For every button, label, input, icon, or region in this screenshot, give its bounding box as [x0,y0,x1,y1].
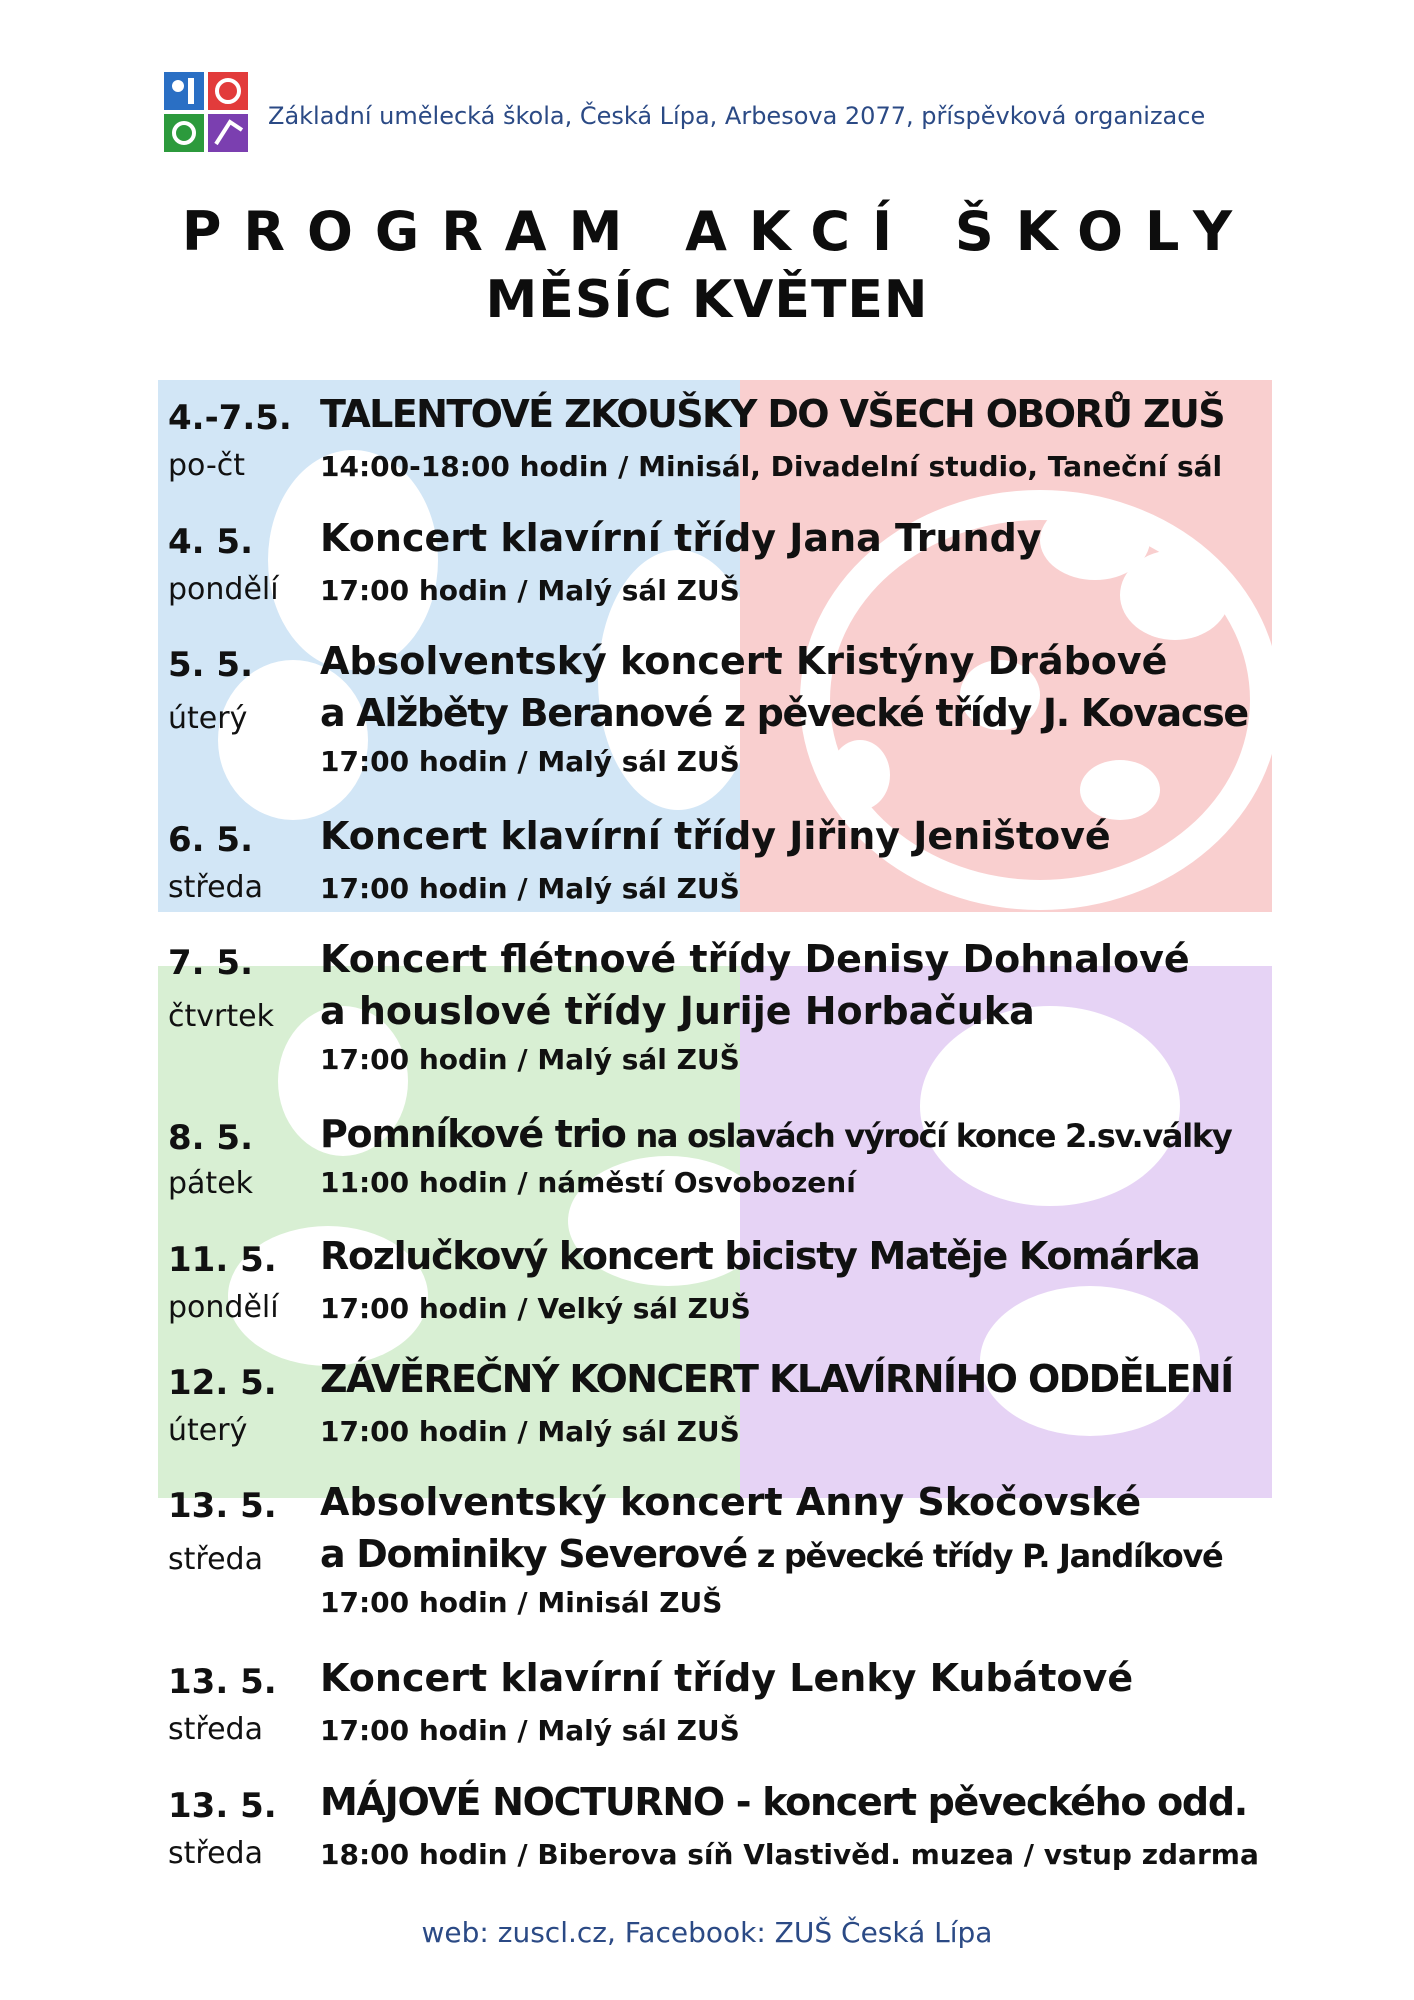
event-day: čtvrtek [168,999,274,1034]
event-date: 7. 5. [168,943,253,983]
event-title [320,1112,1231,1156]
event-date: 4.-7.5. [168,398,292,438]
event-date: 13. 5. [168,1662,277,1702]
event-title-line2: a houslové třídy Jurije Horbačuka [320,989,1035,1033]
event-day: úterý [168,1413,248,1448]
event-title: Koncert klavírní třídy Jiřiny Jeništové [320,814,1111,858]
event-title: MÁJOVÉ NOCTURNO - koncert pěveckého odd. [320,1780,1247,1824]
event-day: pondělí [168,1290,279,1325]
event-title-line2-rest: z pěvecké třídy P. Jandíkové [746,1537,1223,1575]
event-day: pátek [168,1166,254,1201]
event-date: 4. 5. [168,522,253,562]
event-date: 13. 5. [168,1786,277,1826]
event-detail: 17:00 hodin / Velký sál ZUŠ [320,1292,751,1325]
event-day: středa [168,1712,263,1747]
footer-contact: web: zuscl.cz, Facebook: ZUŠ Česká Lípa [421,1916,993,1949]
event-date: 6. 5. [168,820,253,860]
event-detail: 14:00-18:00 hodin / Minisál, Divadelní studio, Taneční sál [320,450,1223,483]
event-title-line1: Absolventský koncert Anny Skočovské [320,1480,1142,1524]
event-day: po-čt [168,448,246,483]
page-subtitle-month: MĚSÍC KVĚTEN [485,270,929,330]
event-day: středa [168,1836,263,1871]
organization-name: Základní umělecká škola, Česká Lípa, Arbesova 2077, příspěvková organizace [268,102,1206,130]
event-detail: 17:00 hodin / Malý sál ZUŠ [320,1415,740,1448]
event-detail: 17:00 hodin / Malý sál ZUŠ [320,574,740,607]
event-title-line1: Koncert flétnové třídy Denisy Dohnalové [320,937,1190,981]
page-title: PROGRAM AKCÍ ŠKOLY [181,200,1255,263]
event-title-line2 [320,1532,1222,1576]
event-date: 8. 5. [168,1118,253,1158]
event-day: středa [168,1542,263,1577]
event-title: ZÁVĚREČNÝ KONCERT KLAVÍRNÍHO ODDĚLENÍ [320,1357,1233,1401]
background-purple-quadrant [740,966,1272,1498]
event-title-main: Pomníkové trio [320,1112,626,1156]
event-day: pondělí [168,572,279,607]
event-title: TALENTOVÉ ZKOUŠKY DO VŠECH OBORŮ ZUŠ [320,392,1224,436]
event-title: Koncert klavírní třídy Jana Trundy [320,516,1042,560]
event-title-rest: na oslavách výročí konce 2.sv.války [625,1117,1232,1155]
event-date: 13. 5. [168,1486,277,1526]
event-day: středa [168,870,263,905]
event-date: 5. 5. [168,645,253,685]
event-title: Koncert klavírní třídy Lenky Kubátové [320,1656,1134,1700]
event-title: Rozlučkový koncert bicisty Matěje Komárka [320,1234,1200,1278]
event-detail: 17:00 hodin / Malý sál ZUŠ [320,745,740,778]
event-detail: 11:00 hodin / náměstí Osvobození [320,1166,856,1199]
event-date: 11. 5. [168,1240,277,1280]
school-logo [164,72,248,152]
event-title-line2: a Alžběty Beranové z pěvecké třídy J. Kovacse [320,691,1248,735]
event-day: úterý [168,701,248,736]
event-detail: 17:00 hodin / Malý sál ZUŠ [320,1714,740,1747]
event-date: 12. 5. [168,1363,277,1403]
event-detail: 17:00 hodin / Malý sál ZUŠ [320,872,740,905]
event-title-line2-main: a Dominiky Severové [320,1532,747,1576]
event-detail: 17:00 hodin / Malý sál ZUŠ [320,1043,740,1076]
event-detail: 17:00 hodin / Minisál ZUŠ [320,1586,723,1619]
event-detail: 18:00 hodin / Biberova síň Vlastivěd. muzea / vstup zdarma [320,1838,1259,1871]
event-title-line1: Absolventský koncert Kristýny Drábové [320,639,1168,683]
